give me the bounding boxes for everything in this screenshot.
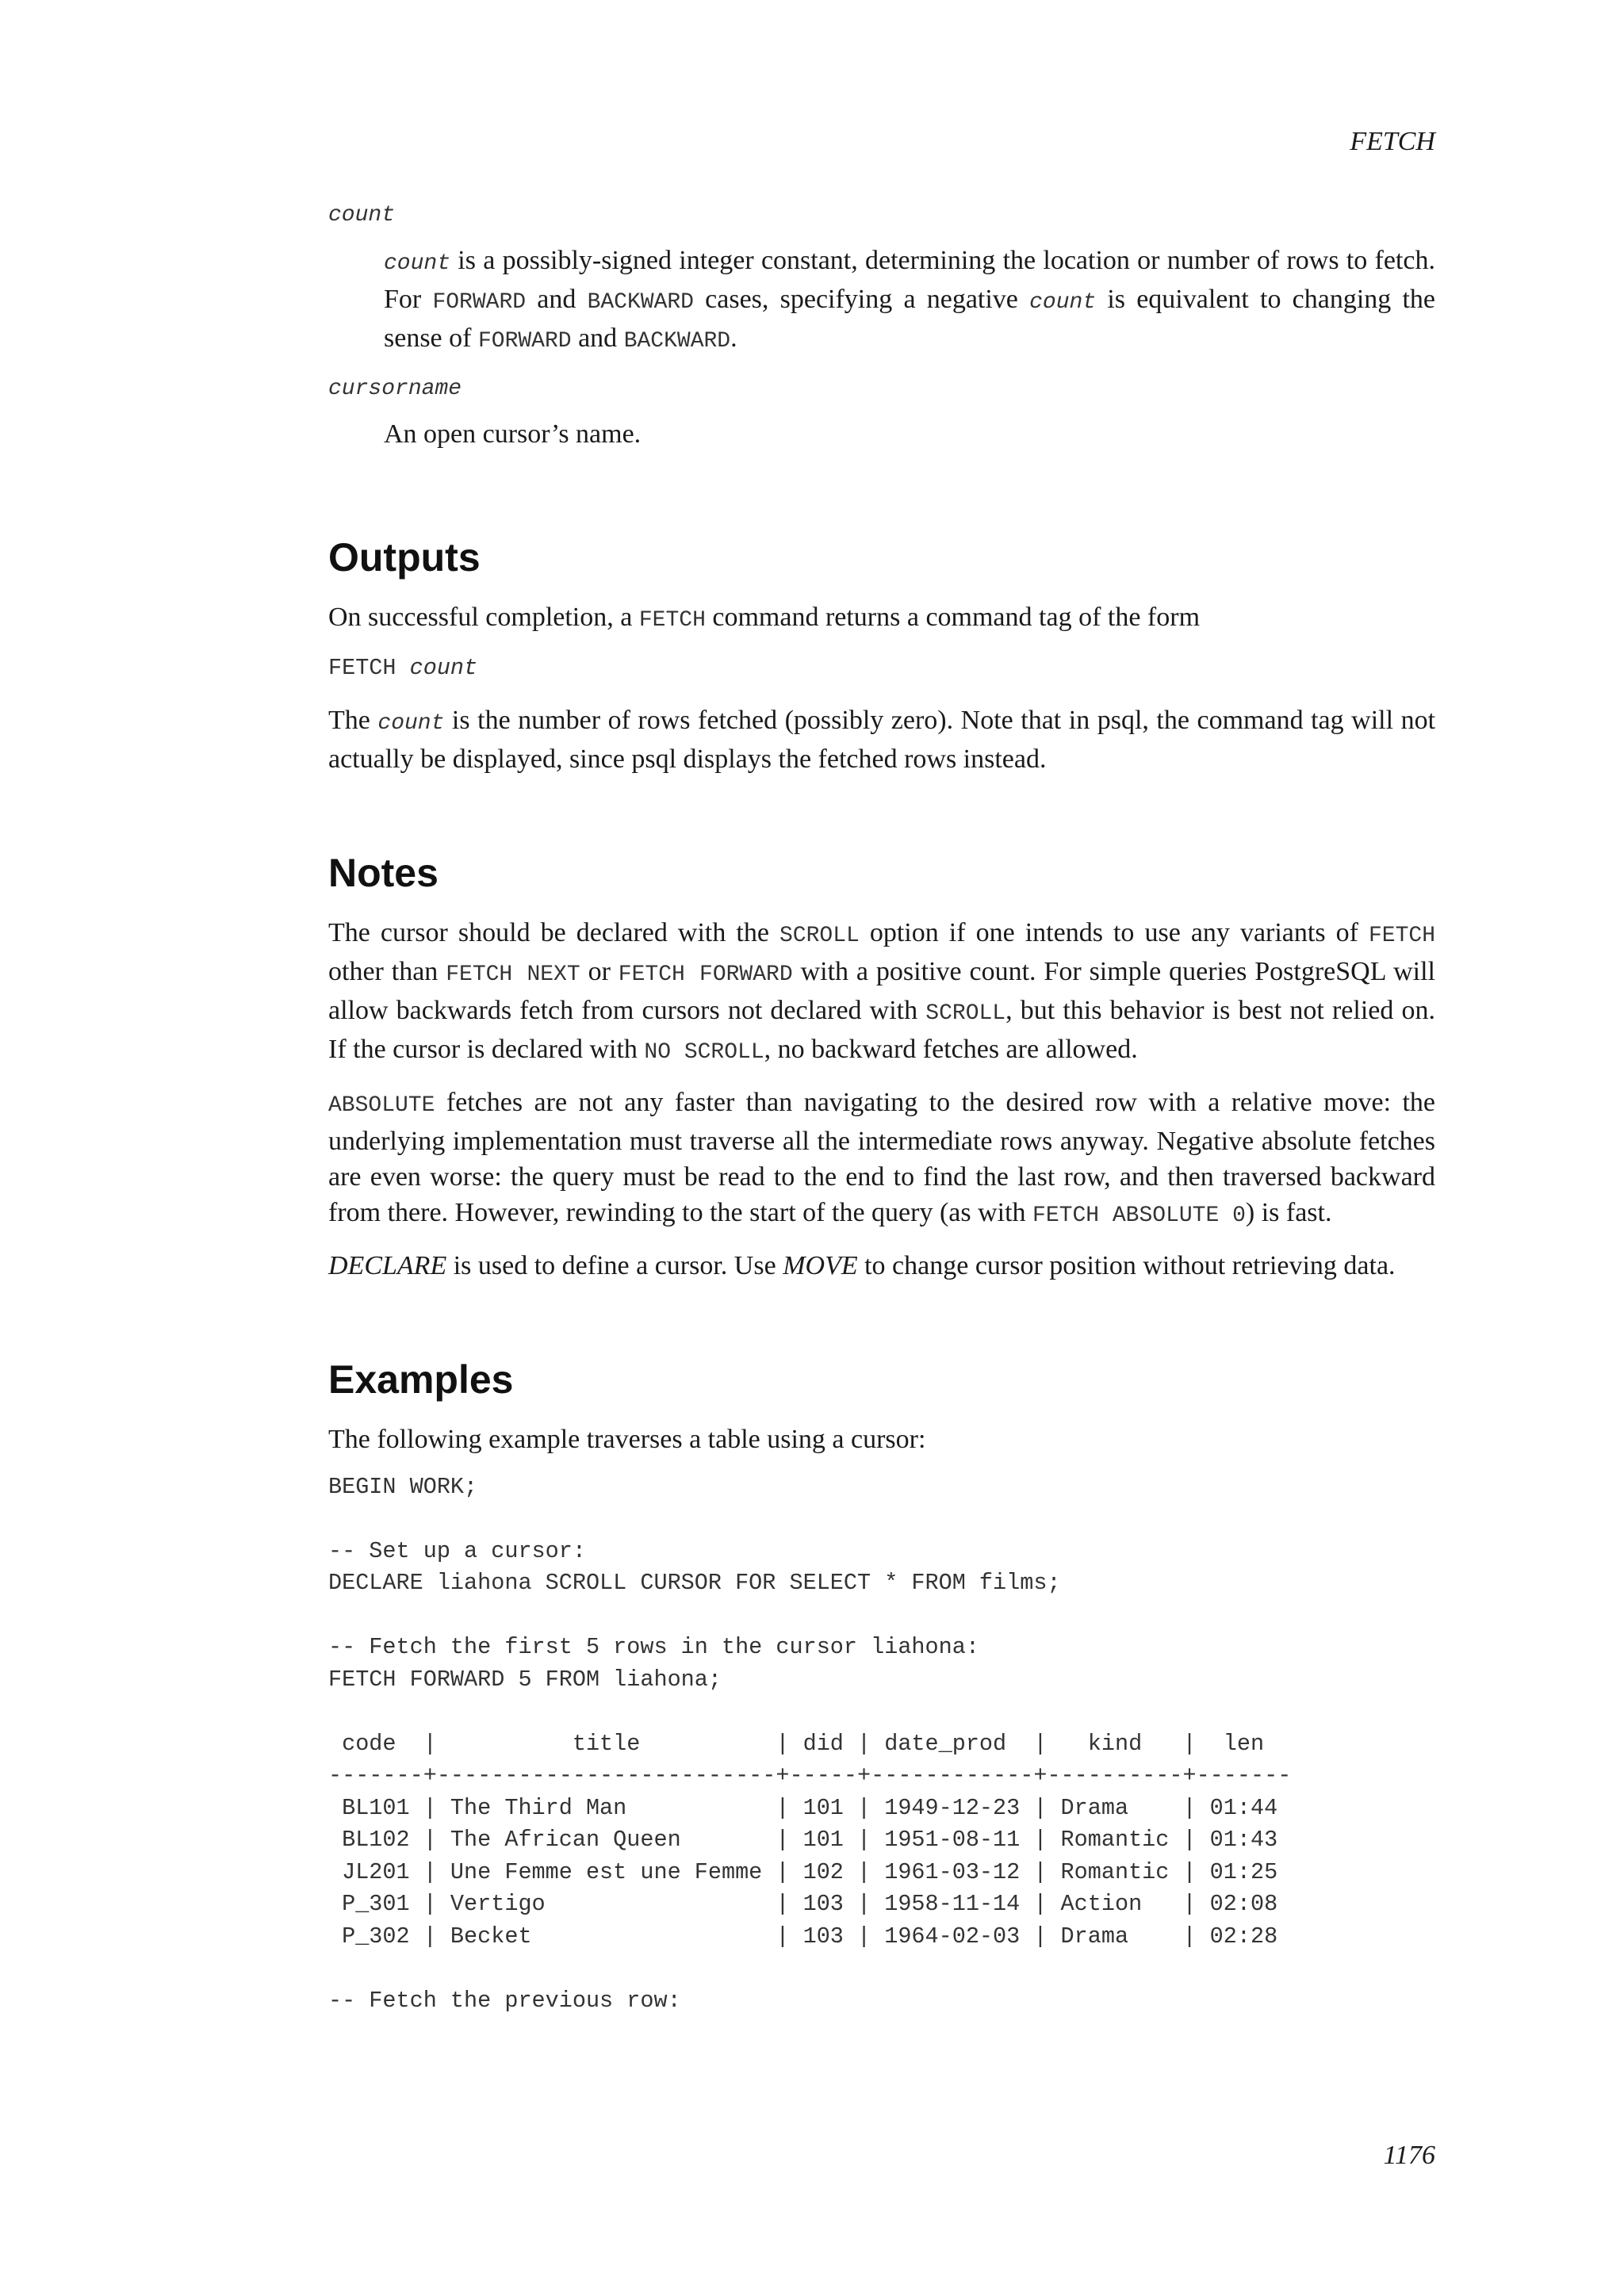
text-run: with a positive count. For simple queries PostgreSQL will allow backwards fetch from cursors not declared with xyxy=(328,956,1436,1025)
section-heading-outputs: Outputs xyxy=(328,535,481,580)
text-run: cases, specifying a negative xyxy=(693,285,1030,314)
command-tag-code xyxy=(328,652,1435,685)
text-run: The cursor should be declared with the xyxy=(328,917,779,947)
page-number: 1176 xyxy=(1383,2141,1435,2170)
page-content xyxy=(328,200,1435,2034)
text-run: ) is fast. xyxy=(1245,1197,1332,1227)
notes-paragraph-3 xyxy=(328,1248,1435,1284)
text-run: is used to define a cursor. Use xyxy=(446,1250,783,1280)
inline-code: FORWARD xyxy=(477,329,572,354)
text-run: . xyxy=(730,323,737,353)
notes-paragraph-1 xyxy=(328,915,1435,1070)
text-run: or xyxy=(580,956,619,986)
code-text: FETCH xyxy=(328,655,410,681)
outputs-paragraph-1 xyxy=(328,599,1435,638)
example-code-block: BEGIN WORK; -- Set up a cursor: DECLARE liahona SCROLL CURSOR FOR SELECT * FROM films; -- Fetch the first 5 rows in the cursor liahona: FETCH FORWARD 5 FROM liahona; code | title | did | date_prod | kind | len -------+-------------------------+-----+------------+----------+------- BL101 | The Third Man | 101 | 1949-12-23 | Drama | 01:44 BL102 | The African Queen | 101 | 1951-08-11 | Romantic | 01:43 JL201 | Une Femme est une Femme | 102 | 1961-03-12 | Romantic | 01:25 P_301 | Vertigo | 103 | 1958-11-14 | Action | 02:08 P_302 | Becket | 103 | 1964-02-03 | Drama | 02:28 -- Fetch the previous row: xyxy=(328,1473,1292,2014)
inline-code: FETCH NEXT xyxy=(446,962,580,987)
text-run: is a possibly-signed integer constant, determining the location or number of rows to fetch. For xyxy=(384,246,1435,314)
inline-code: BACKWARD xyxy=(623,329,731,354)
inline-code: FORWARD xyxy=(432,290,527,315)
text-run: command returns a command tag of the form xyxy=(705,603,1201,632)
text-run: , but this behavior is best not relied on. If the cursor is declared with xyxy=(328,995,1436,1064)
text-run: , no backward fetches are allowed. xyxy=(764,1034,1138,1064)
param-def-count xyxy=(384,243,1435,359)
inline-code: SCROLL xyxy=(925,1001,1006,1026)
text-run: is equivalent to changing the sense of xyxy=(384,285,1436,353)
inline-code: BACKWARD xyxy=(587,290,694,315)
inline-code: ABSOLUTE xyxy=(328,1093,435,1118)
text-run: to change cursor position without retrieving data. xyxy=(857,1250,1396,1280)
notes-paragraph-2 xyxy=(328,1085,1435,1234)
param-term-cursorname: cursorname xyxy=(328,377,462,401)
text-run: and xyxy=(526,285,588,314)
inline-code: FETCH FORWARD xyxy=(618,962,793,987)
emphasis: DECLARE xyxy=(328,1250,447,1280)
text-run: is the number of rows fetched (possibly zero). Note that in psql, the command tag will not actually be displayed, since psql displays the fetched rows instead. xyxy=(328,705,1436,774)
inline-code: SCROLL xyxy=(779,923,860,948)
param-term-count: count xyxy=(328,203,396,228)
inline-code: count xyxy=(377,710,445,736)
text-run: fetches are not any faster than navigating to the desired row with a relative move: the underlying implementation must traverse all the intermediate rows anyway. Negative absolute fetches are even worse: the query must be read to the end to find the last row, and then traversed backward from there. However, rewinding to the start of the query (as with xyxy=(328,1087,1435,1227)
running-header: FETCH xyxy=(1350,127,1435,156)
outputs-paragraph-2 xyxy=(328,702,1435,777)
text-run: The xyxy=(328,705,378,735)
inline-code: FETCH xyxy=(638,608,706,633)
examples-intro: The following example traverses a table using a cursor: xyxy=(328,1424,926,1454)
inline-code: count xyxy=(1029,290,1097,315)
inline-code: FETCH ABSOLUTE 0 xyxy=(1032,1203,1246,1228)
text-run: option if one intends to use any variants of xyxy=(859,917,1369,947)
section-heading-examples: Examples xyxy=(328,1357,514,1402)
emphasis: MOVE xyxy=(783,1250,858,1280)
inline-code: NO SCROLL xyxy=(644,1039,764,1065)
inline-code: FETCH xyxy=(1368,923,1435,948)
param-def-cursorname: An open cursor’s name. xyxy=(384,419,642,449)
code-arg: count xyxy=(409,655,478,681)
text-run: On successful completion, a xyxy=(328,603,639,632)
text-run: other than xyxy=(328,956,446,986)
inline-code: count xyxy=(384,251,451,276)
section-heading-notes: Notes xyxy=(328,850,439,895)
text-run: and xyxy=(571,323,624,353)
